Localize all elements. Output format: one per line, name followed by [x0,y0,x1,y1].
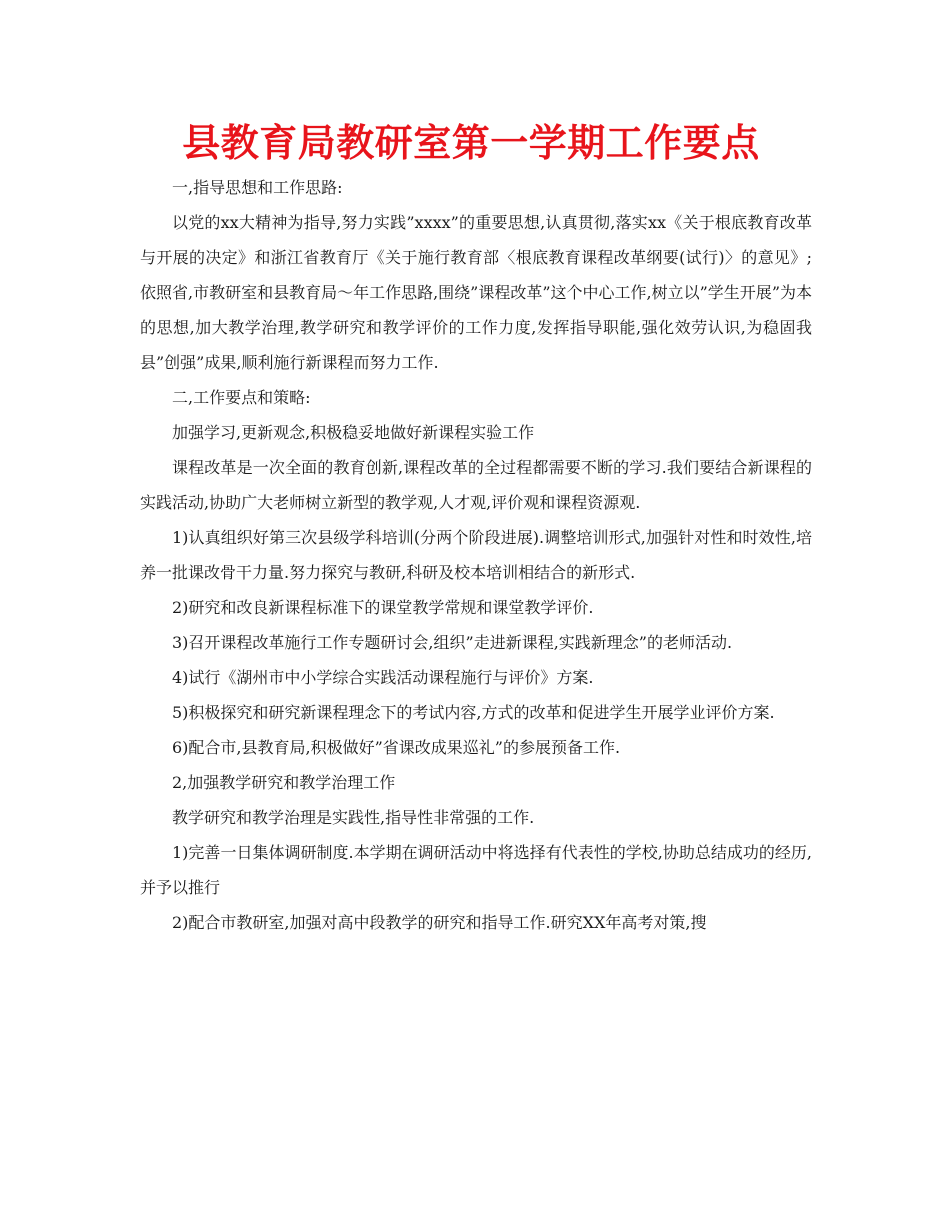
list-item: 1)认真组织好第三次县级学科培训(分两个阶段进展).调整培训形式,加强针对性和时效性,培养一批课改骨干力量.努力探究与教研,科研及校本培训相结合的新形式. [140,528,812,582]
document-title: 县教育局教研室第一学期工作要点 [182,121,760,165]
list-item: 4)试行《湖州市中小学综合实践活动课程施行与评价》方案. [172,668,594,687]
list-item: 5)积极探究和研究新课程理念下的考试内容,方式的改革和促进学生开展学业评价方案. [172,703,775,722]
document-page [140,118,812,940]
section-heading: 一,指导思想和工作思路: [172,178,343,197]
paragraph: 教学研究和教学治理是实践性,指导性非常强的工作. [172,808,535,827]
list-item: 3)召开课程改革施行工作专题研讨会,组织”走进新课程,实践新理念”的老师活动. [172,633,733,652]
list-item: 2)研究和改良新课程标准下的课堂教学常规和课堂教学评价. [172,598,594,617]
subsection-heading: 2,加强教学研究和教学治理工作 [172,773,396,792]
list-item: 2)配合市教研室,加强对高中段教学的研究和指导工作.研究XX年高考对策,搜 [172,913,707,932]
subsection-heading: 加强学习,更新观念,积极稳妥地做好新课程实验工作 [172,423,535,442]
section-heading: 二,工作要点和策略: [172,388,311,407]
paragraph: 以党的xx大精神为指导,努力实践”xxxx”的重要思想,认真贯彻,落实xx《关于根底教育改革与开展的决定》和浙江省教育厅《关于施行教育部〈根底教育课程改革纲要(试行)〉的意见》;依照省,市教研室和县教育局～年工作思路,围绕”课程改革”这个中心工作,树立以”学生开展”为本的思想,加大教学治理,教学研究和教学评价的工作力度,发挥指导职能,强化效劳认识,为稳固我县”创强”成果,顺利施行新课程而努力工作. [140,213,812,372]
list-item: 1)完善一日集体调研制度.本学期在调研活动中将选择有代表性的学校,协助总结成功的经历,并予以推行 [140,843,812,897]
paragraph: 课程改革是一次全面的教育创新,课程改革的全过程都需要不断的学习.我们要结合新课程的实践活动,协助广大老师树立新型的教学观,人才观,评价观和课程资源观. [140,458,812,512]
list-item: 6)配合市,县教育局,积极做好”省课改成果巡礼”的参展预备工作. [172,738,621,757]
